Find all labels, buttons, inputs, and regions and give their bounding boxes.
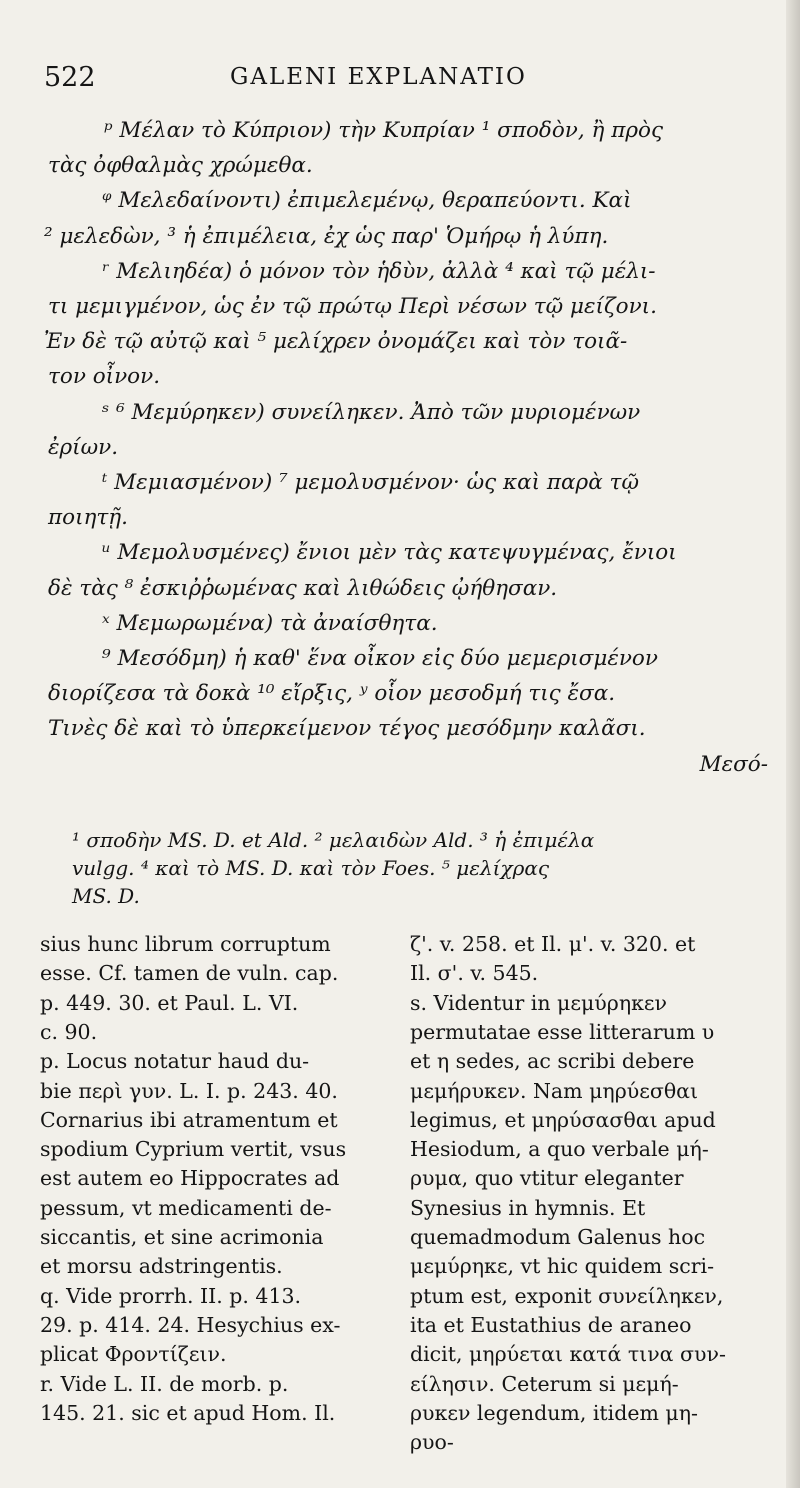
commentary-line: είλησιν. Ceterum si μεμή- [410,1371,679,1396]
footnote-line: MS. D. [72,884,140,908]
footnote-line: vulgg. ⁴ καὶ τὸ MS. D. καὶ τὸν Foes. ⁵ μελίχρας [72,856,550,880]
page-number: 522 [44,62,96,93]
commentary-line: 29. p. 414. 24. Hesychius ex- [40,1312,341,1337]
commentary-line: esse. Cf. tamen de vuln. cap. [40,961,339,986]
running-title: GALENI EXPLANATIO [230,64,527,90]
entry-line: δὲ τὰς ⁸ ἐσκιῤῥωμένας καὶ λιθώδεις ᾠήθησαν. [48,575,558,601]
commentary-line: μεμύρηκε, vt hic quidem scri- [410,1254,714,1279]
entry-line: ᵠ Μελεδαίνοντι) ἐπιμελεμένῳ, θεραπεύοντι. Καὶ [102,188,632,214]
commentary-line: ptum est, exponit συνείληκεν, [410,1283,724,1308]
entry-line: ποιητῇ. [48,505,128,531]
commentary-line: pessum, vt medicamenti de- [40,1195,332,1220]
commentary-line: dicit, μηρύεται κατά τινα συν- [410,1342,726,1367]
commentary-line: 145. 21. sic et apud Hom. Il. [40,1400,336,1425]
entry-line: τὰς ὀφθαλμὰς χρώμεθα. [48,153,313,179]
commentary-line: p. Locus notatur haud du- [40,1049,310,1074]
commentary-line: s. Videntur in μεμύρηκεν [410,990,668,1015]
commentary-line: ρυμα, quo vtitur eleganter [410,1166,684,1191]
entry-line: τι μεμιγμένον, ὡς ἐν τῷ πρώτῳ Περὶ νέσων τῷ μείζονι. [48,294,657,319]
entry-line: διορίζεσα τὰ δοκὰ ¹⁰ εἴρξις, ʸ οἷον μεσοδμή τις ἔσα. [48,681,616,707]
commentary-line: et η sedes, ac scribi debere [410,1049,695,1074]
commentary-line: ρυο- [410,1430,454,1455]
entry-line: Μεσό- [699,751,768,777]
commentary-line: plicat Φροντίζειν. [40,1342,227,1367]
commentary-line: ρυκεν legendum, itidem μη- [410,1400,698,1425]
entry-line: ˣ Μεμωρωμένα) τὰ ἀναίσθητα. [102,610,438,636]
commentary-line: siccantis, et sine acrimonia [40,1225,324,1249]
commentary-line: Cornarius ibi atramentum et [40,1107,338,1132]
commentary-line: c. 90. [40,1019,98,1044]
commentary-line: r. Vide L. II. de morb. p. [40,1371,289,1396]
entry-line: ⁹ Μεσόδμη) ἡ καθ' ἕνα οἶκον εἰς δύο μεμερισμένον [102,646,658,671]
entry-line: ˢ ⁶ Μεμύρηκεν) συνείληκεν. Ἀπὸ τῶν μυριομένων [102,399,641,425]
entry-line: ʳ Μελιηδέα) ὁ μόνον τὸν ἡδὺν, ἀλλὰ ⁴ καὶ τῷ μέλι- [102,258,656,284]
commentary-line: Synesius in hymnis. Et [410,1195,646,1220]
commentary-line: ζ'. v. 258. et Il. μ'. v. 320. et [410,932,696,956]
page-header [44,62,764,96]
entry-line: ἐρίων. [48,434,119,460]
commentary-line: Il. σ'. v. 545. [410,961,539,986]
entry-line: ² μελεδὼν, ³ ἡ ἐπιμέλεια, ἐχ ὡς παρ' Ὁμήρῳ ἡ λύπη. [44,223,609,249]
commentary-line: legimus, et μηρύσασθαι apud [410,1107,716,1132]
entry-line: Ἐν δὲ τῷ αὐτῷ καὶ ⁵ μελίχρεν ὀνομάζει καὶ τὸν τοιᾶ- [44,329,628,355]
entry-line: ᵘ Μεμολυσμένες) ἔνιοι μὲν τὰς κατεψυγμένας, ἔνιοι [102,540,677,566]
commentary-line: quemadmodum Galenus hoc [410,1225,706,1249]
commentary-line: p. 449. 30. et Paul. L. VI. [40,990,299,1015]
commentary-line: ita et Eustathius de araneo [410,1312,692,1337]
footnote-line: ¹ σποδὴν MS. D. et Ald. ² μελαιδὼν Ald. ³ ἡ ἐπιμέλα [72,828,595,852]
commentary-line: permutatae esse litterarum υ [410,1019,715,1044]
commentary-line: sius hunc librum corruptum [40,932,331,956]
entry-line: Τινὲς δὲ καὶ τὸ ὑπερκείμενον τέγος μεσόδμην καλᾶσι. [48,716,646,742]
commentary-line: et morsu adstringentis. [40,1254,283,1279]
commentary-line: q. Vide prorrh. II. p. 413. [40,1283,302,1308]
page-gutter-shadow [786,0,800,1488]
entry-line: ᵗ Μεμιασμένον) ⁷ μεμολυσμένον· ὡς καὶ παρὰ τῷ [102,470,639,495]
entry-line: τον οἶνον. [48,364,161,390]
commentary-line: spodium Cyprium vertit, vsus [40,1137,347,1162]
commentary-line: Hesiodum, a quo verbale μή- [410,1137,709,1162]
commentary-line: μεμήρυκεν. Nam μηρύεσθαι [410,1078,699,1103]
commentary-line: est autem eo Hippocrates ad [40,1166,340,1191]
entry-line: ᵖ Μέλαν τὸ Κύπριον) τὴν Κυπρίαν ¹ σποδὸν, ἢ πρὸς [104,118,664,143]
commentary-line: bie περὶ γυν. L. I. p. 243. 40. [40,1078,338,1103]
